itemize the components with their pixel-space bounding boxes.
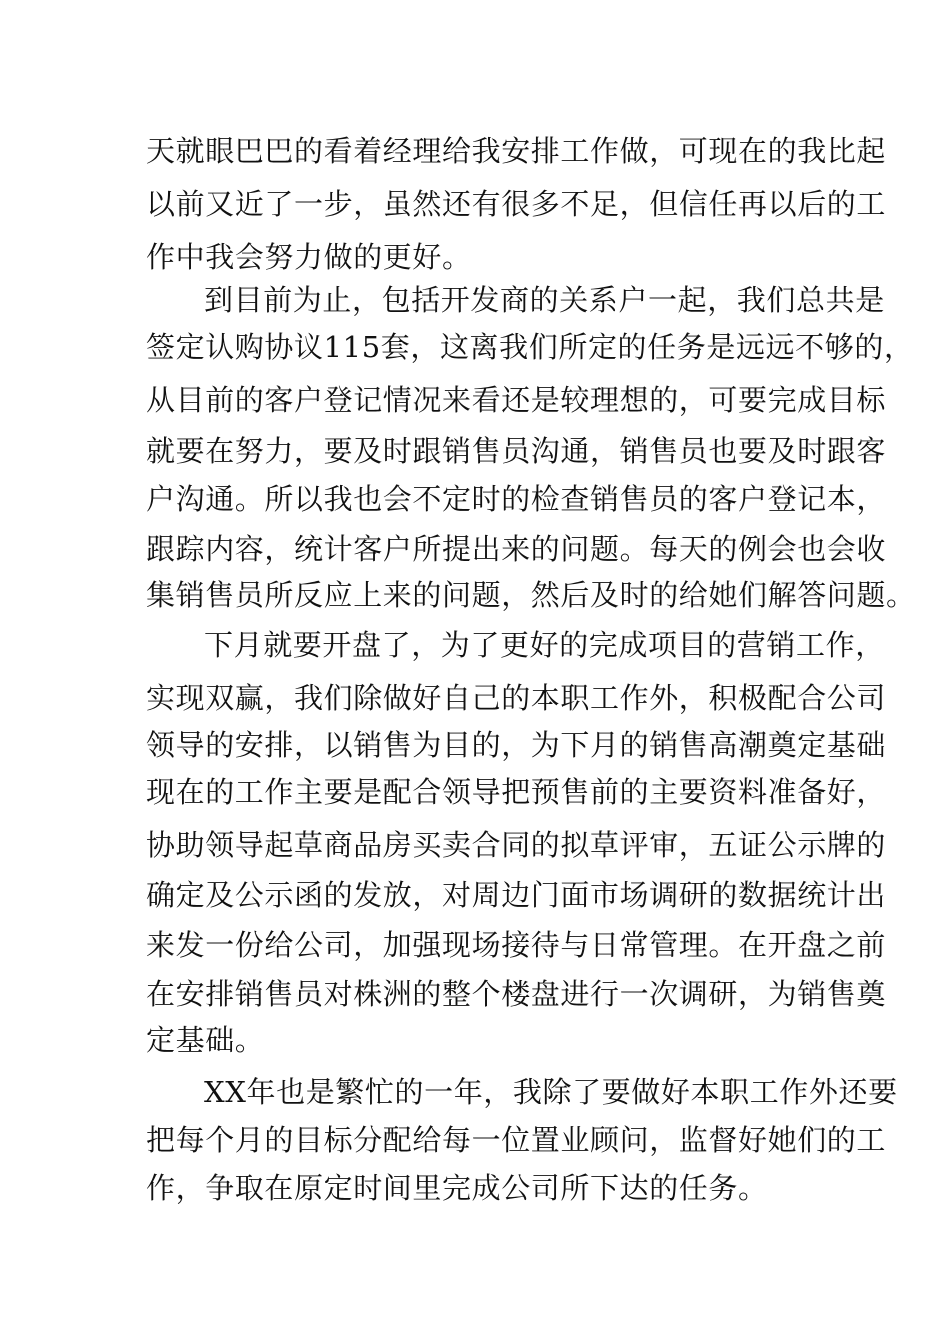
text-line: XX年也是繁忙的一年，我除了要做好本职工作外还要 [204,1075,898,1109]
text-line: 天就眼巴巴的看着经理给我安排工作做，可现在的我比起 [146,134,887,168]
text-line: 实现双赢，我们除做好自己的本职工作外，积极配合公司 [146,681,887,715]
text-line: 协助领导起草商品房买卖合同的拟草评审，五证公示牌的 [146,828,887,862]
text-line: 到目前为止，包括开发商的关系户一起，我们总共是 [204,283,885,317]
text-line: 领导的安排，以销售为目的，为下月的销售高潮奠定基础 [146,728,887,762]
text-line: 作，争取在原定时间里完成公司所下达的任务。 [146,1171,768,1205]
text-line: 定基础。 [146,1023,265,1057]
text-line: 确定及公示函的发放，对周边门面市场调研的数据统计出 [146,878,887,912]
text-line: 在安排销售员对株洲的整个楼盘进行一次调研，为销售奠 [146,977,887,1011]
text-line: 签定认购协议115套，这离我们所定的任务是远远不够的， [146,330,914,364]
text-line: 作中我会努力做的更好。 [146,240,472,274]
text-line: 现在的工作主要是配合领导把预售前的主要资料准备好， [146,775,887,809]
text-line: 就要在努力，要及时跟销售员沟通，销售员也要及时跟客 [146,434,887,468]
text-line: 来发一份给公司，加强现场接待与日常管理。在开盘之前 [146,928,887,962]
text-line: 把每个月的目标分配给每一位置业顾问，监督好她们的工 [146,1123,887,1157]
text-line: 集销售员所反应上来的问题，然后及时的给她们解答问题。 [146,578,916,612]
text-line: 户沟通。所以我也会不定时的检查销售员的客户登记本， [146,482,887,516]
text-line: 跟踪内容，统计客户所提出来的问题。每天的例会也会收 [146,532,887,566]
text-line: 下月就要开盘了，为了更好的完成项目的营销工作， [204,628,885,662]
text-line: 从目前的客户登记情况来看还是较理想的，可要完成目标 [146,383,887,417]
text-line: 以前又近了一步，虽然还有很多不足，但信任再以后的工 [146,187,887,221]
